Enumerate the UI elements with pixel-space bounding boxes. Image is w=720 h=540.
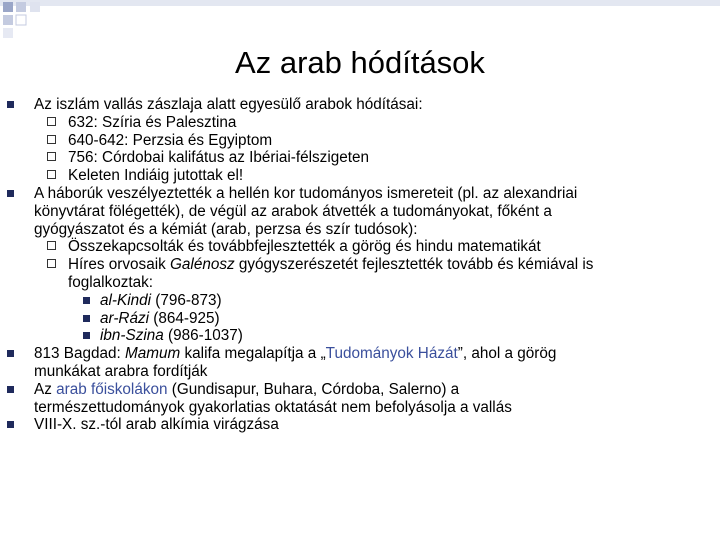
square-bullet-icon [7, 101, 14, 108]
square-bullet-icon [7, 350, 14, 357]
slide-content [0, 96, 720, 434]
sub-bullet-item: 632: Szíria és Palesztina [0, 114, 720, 132]
checkbox-bullet-icon [47, 117, 56, 126]
sub-bullet-item: 640-642: Perzsia és Egyiptom [0, 132, 720, 150]
sub-bullet-item: Keleten Indiáig jutottak el! [0, 167, 720, 185]
sub-bullet-item: Összekapcsolták és továbbfejlesztették a görög és hindu matematikát [0, 238, 720, 256]
square-bullet-icon [83, 332, 90, 339]
checkbox-bullet-icon [47, 241, 56, 250]
sub-sub-bullet-item: ar-Rázi (864-925) [0, 310, 720, 328]
checkbox-bullet-icon [47, 152, 56, 161]
checkbox-bullet-icon [47, 135, 56, 144]
checkbox-bullet-icon [47, 259, 56, 268]
bullet-item: VIII-X. sz.-tól arab alkímia virágzása [0, 416, 720, 434]
square-bullet-icon [7, 190, 14, 197]
slide-title: Az arab hódítások [235, 45, 485, 80]
square-bullet-icon [7, 421, 14, 428]
sub-sub-bullet-item: ibn-Szina (986-1037) [0, 327, 720, 345]
square-bullet-icon [83, 297, 90, 304]
decorative-header-squares [0, 0, 720, 40]
bullet-item: 813 Bagdad: Mamum kalifa megalapítja a „Tudományok Házát”, ahol a görög munkákat arabra fordítják [0, 345, 720, 381]
sub-bullet-item: Híres orvosaik Galénosz gyógyszerészetét fejlesztették tovább és kémiával is foglalkoztak: [0, 256, 720, 292]
checkbox-bullet-icon [47, 170, 56, 179]
square-bullet-icon [7, 386, 14, 393]
bullet-item: Az iszlám vallás zászlaja alatt egyesülő arabok hódításai: [0, 96, 720, 114]
sub-bullet-item: 756: Córdobai kalifátus az Ibériai-félszigeten [0, 149, 720, 167]
square-bullet-icon [83, 315, 90, 322]
bullet-item: Az arab főiskolákon (Gundisapur, Buhara, Córdoba, Salerno) a természettudományok gyakorlatias oktatását nem befolyásolja a vallás [0, 381, 720, 417]
bullet-item: A háborúk veszélyeztették a hellén kor tudományos ismereteit (pl. az alexandriai könyvtárat fölégették), de végül az arabok átvették a tudományokat, főként a gyógyászatot és a kémiát (arab, perzsa és szír tudósok): [0, 185, 720, 238]
sub-sub-bullet-item: al-Kindi (796-873) [0, 292, 720, 310]
